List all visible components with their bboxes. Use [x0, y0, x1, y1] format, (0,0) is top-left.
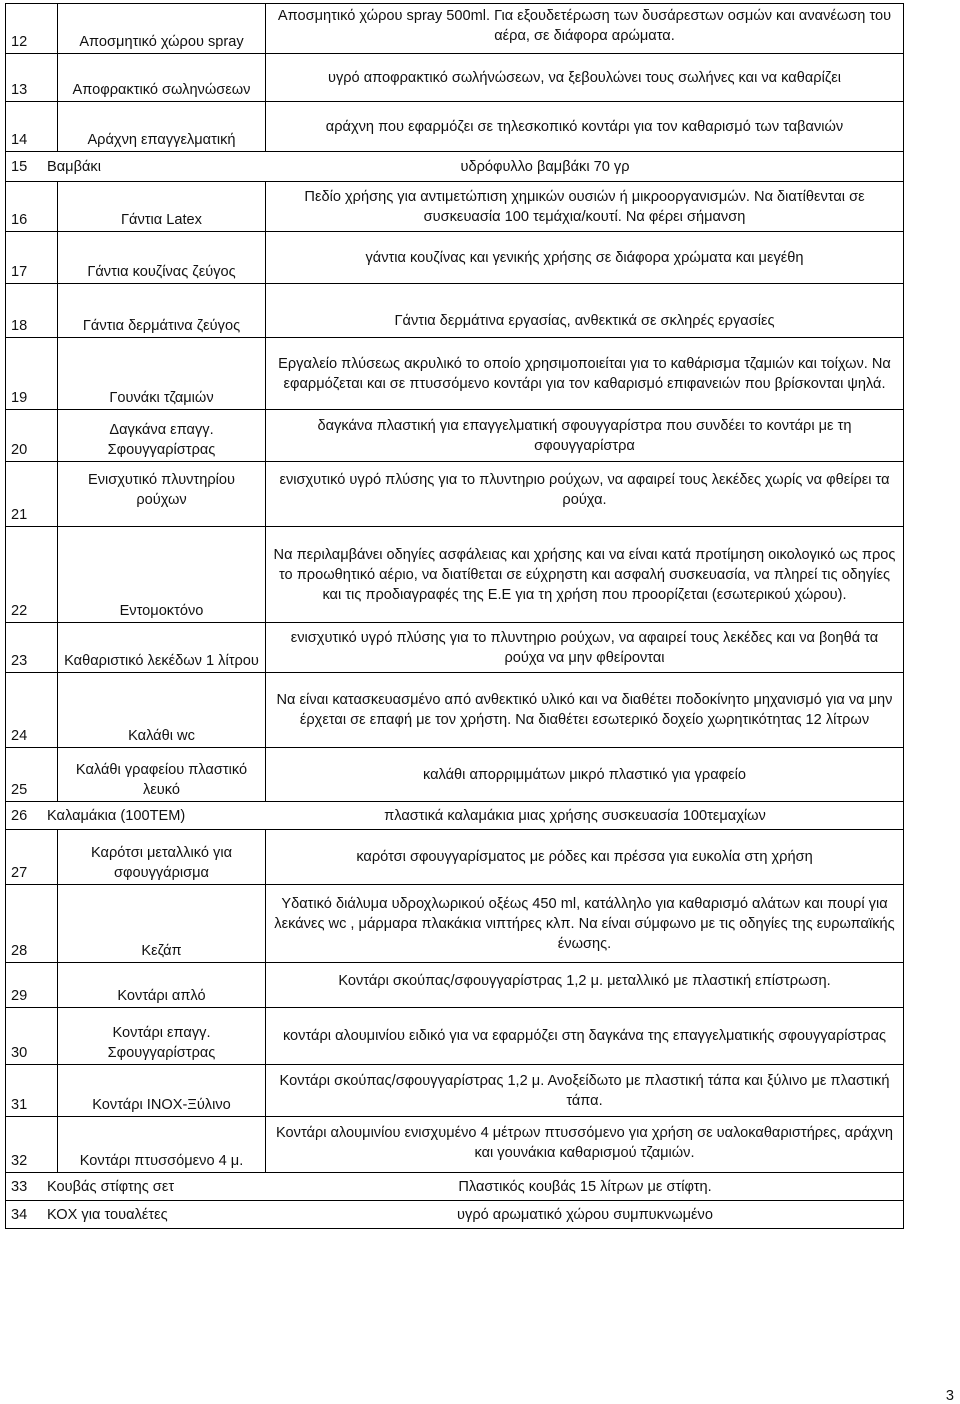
item-name: Κοντάρι επαγγ. Σφουγγαρίστρας [58, 1008, 266, 1065]
item-name: ΚΟΧ για τουαλέτες [47, 1206, 168, 1223]
table-row [6, 885, 904, 963]
item-name: Κοντάρι πτυσσόμενο 4 μ. [58, 1117, 266, 1173]
table-row [6, 527, 904, 623]
item-description: Εργαλείο πλύσεως ακρυλικό το οποίο χρησιμοποιείται για το καθάρισμα τζαμιών και τοίχων. Να εφαρμόζεται και σε πτυσσόμενο κοντάρι για τον καθαρισμό επιφανειών που βρίσκονται ψηλά. [266, 338, 904, 410]
item-name: Γάντια Latex [58, 182, 266, 232]
row-number: 30 [6, 1008, 58, 1065]
item-description: ενισχυτικό υγρό πλύσης για το πλυντηριο ρούχων, να αφαιρεί τους λεκέδες και να βοηθά τα ρούχα να μην φθείρονται [266, 623, 904, 673]
item-name: Αποφρακτικό σωληνώσεων [58, 54, 266, 102]
table-row [6, 623, 904, 673]
item-description: πλαστικά καλαμάκια μιας χρήσης συσκευασία 100τεμαχίων [384, 807, 766, 824]
row-number: 26 [11, 807, 28, 824]
item-description: γάντια κουζίνας και γενικής χρήσης σε διάφορα χρώματα και μεγέθη [266, 232, 904, 284]
row-number: 25 [6, 748, 58, 802]
item-name: Καλάθι wc [58, 673, 266, 748]
table-row [6, 232, 904, 284]
row-number: 21 [6, 462, 58, 527]
item-description: Κοντάρι σκούπας/σφουγγαρίστρας 1,2 μ. μεταλλικό με πλαστική επίστρωση. [266, 963, 904, 1008]
row-number: 24 [6, 673, 58, 748]
table-row [6, 54, 904, 102]
row-number: 14 [6, 102, 58, 152]
table-row [6, 1201, 904, 1229]
item-description: υγρό αρωματικό χώρου συμπυκνωμένο [457, 1206, 713, 1223]
item-name: Αράχνη επαγγελματική [58, 102, 266, 152]
row-number: 17 [6, 232, 58, 284]
table-row [6, 462, 904, 527]
item-description: Να περιλαμβάνει οδηγίες ασφάλειας και χρήσης και να είναι κατά προτίμηση οικολογικό ως προς το προωθητικό αέριο, να διατίθεται σε εύχρηστη και ασφαλή συσκευασία, να πληρεί τις οδηγίες και τις προδιαγραφές της Ε.Ε για τη χρήση που προορίζεται (εσωτερικού χώρου). [266, 527, 904, 623]
product-spec-table [5, 3, 904, 1229]
item-description: καρότσι σφουγγαρίσματος με ρόδες και πρέσσα για ευκολία στη χρήση [266, 830, 904, 885]
item-description: Κοντάρι αλουμινίου ενισχυμένο 4 μέτρων πτυσσόμενο για χρήση σε υαλοκαθαριστήρες, αράχνη και γουνάκια καθαρισμού τζαμιών. [266, 1117, 904, 1173]
table-row [6, 152, 904, 182]
row-number: 16 [6, 182, 58, 232]
row-number: 34 [11, 1206, 28, 1223]
row-number: 32 [6, 1117, 58, 1173]
item-name: Βαμβάκι [47, 158, 101, 175]
table-row [6, 338, 904, 410]
table-row [6, 673, 904, 748]
item-description: δαγκάνα πλαστική για επαγγελματική σφουγγαρίστρα που συνδέει το κοντάρι με τη σφουγγαρίστρα [266, 410, 904, 462]
item-description: Αποσμητικό χώρου spray 500ml. Για εξουδετέρωση των δυσάρεστων οσμών και ανανέωση του αέρα, σε διάφορα αρώματα. [266, 4, 904, 54]
item-name: Γάντια κουζίνας ζεύγος [58, 232, 266, 284]
row-number: 15 [11, 158, 28, 175]
row-number: 13 [6, 54, 58, 102]
item-name: Ενισχυτικό πλυντηρίου ρούχων [58, 462, 266, 527]
table-row [6, 182, 904, 232]
page-number: 3 [945, 1388, 954, 1404]
table-row [6, 963, 904, 1008]
item-name: Καρότσι μεταλλικό για σφουγγάρισμα [58, 830, 266, 885]
row-number: 33 [11, 1178, 28, 1195]
item-name: Αποσμητικό χώρου spray [58, 4, 266, 54]
row-number: 27 [6, 830, 58, 885]
table-row [6, 284, 904, 338]
item-name: Κουβάς στίφτης σετ [47, 1178, 175, 1195]
item-description: Υδατικό διάλυμα υδροχλωρικού οξέως 450 ml, κατάλληλο για καθαρισμό αλάτων και πουρί για λεκάνες wc , μάρμαρα πλακάκια νιπτήρες κλπ. Να είναι σύμφωνο με τις οδηγίες της ευρωπαϊκής ένωσης. [266, 885, 904, 963]
item-name: Κεζάπ [58, 885, 266, 963]
row-number: 22 [6, 527, 58, 623]
item-description: κοντάρι αλουμινίου ειδικό για να εφαρμόζει στη δαγκάνα της επαγγελματικής σφουγγαρίστρας [266, 1008, 904, 1065]
item-description: Πεδίο χρήσης για αντιμετώπιση χημικών ουσιών ή μικροοργανισμών. Να διατίθενται σε συσκευασία 100 τεμάχια/κουτί. Να φέρει σήμανση [266, 182, 904, 232]
table-row [6, 830, 904, 885]
item-name: Γουνάκι τζαμιών [58, 338, 266, 410]
row-number: 28 [6, 885, 58, 963]
item-name: Γάντια δερμάτινα ζεύγος [58, 284, 266, 338]
item-description: αράχνη που εφαρμόζει σε τηλεσκοπικό κοντάρι για τον καθαρισμό των ταβανιών [266, 102, 904, 152]
item-name: Καθαριστικό λεκέδων 1 λίτρου [58, 623, 266, 673]
item-description: Πλαστικός κουβάς 15 λίτρων με στίφτη. [458, 1178, 712, 1195]
item-description: Γάντια δερμάτινα εργασίας, ανθεκτικά σε σκληρές εργασίες [266, 284, 904, 338]
item-description: Να είναι κατασκευασμένο από ανθεκτικό υλικό και να διαθέτει ποδοκίνητο μηχανισμό για να μην έρχεται σε επαφή με τον χρήστη. Να διαθέτει εσωτερικό δοχείο χωρητικότητας 12 λίτρων [266, 673, 904, 748]
item-description: ενισχυτικό υγρό πλύσης για το πλυντηριο ρούχων, να αφαιρεί τους λεκέδες χωρίς να φθείρει τα ρούχα. [266, 462, 904, 527]
table-row [6, 1117, 904, 1173]
item-name: Κοντάρι ΙΝΟΧ-Ξύλινο [58, 1065, 266, 1117]
row-number: 23 [6, 623, 58, 673]
item-description: υδρόφυλλο βαμβάκι 70 γρ [460, 158, 630, 175]
item-description: καλάθι απορριμμάτων μικρό πλαστικό για γραφείο [266, 748, 904, 802]
table-row [6, 1008, 904, 1065]
table-row [6, 802, 904, 830]
item-name: Δαγκάνα επαγγ. Σφουγγαρίστρας [58, 410, 266, 462]
table-row [6, 102, 904, 152]
item-name: Κοντάρι απλό [58, 963, 266, 1008]
item-description: Κοντάρι σκούπας/σφουγγαρίστρας 1,2 μ. Ανοξείδωτο με πλαστική τάπα και ξύλινο με πλαστική τάπα. [266, 1065, 904, 1117]
table-row [6, 410, 904, 462]
row-number: 31 [6, 1065, 58, 1117]
table-row [6, 1065, 904, 1117]
row-number: 29 [6, 963, 58, 1008]
row-number: 18 [6, 284, 58, 338]
table-row [6, 1173, 904, 1201]
item-name: Εντομοκτόνο [58, 527, 266, 623]
row-number: 12 [6, 4, 58, 54]
item-name: Καλάθι γραφείου πλαστικό λευκό [58, 748, 266, 802]
table-row [6, 4, 904, 54]
item-description: υγρό αποφρακτικό σωλήνώσεων, να ξεβουλώνει τους σωλήνες και να καθαρίζει [266, 54, 904, 102]
table-row [6, 748, 904, 802]
row-number: 20 [6, 410, 58, 462]
row-number: 19 [6, 338, 58, 410]
item-name: Καλαμάκια (100ΤΕΜ) [47, 807, 186, 824]
